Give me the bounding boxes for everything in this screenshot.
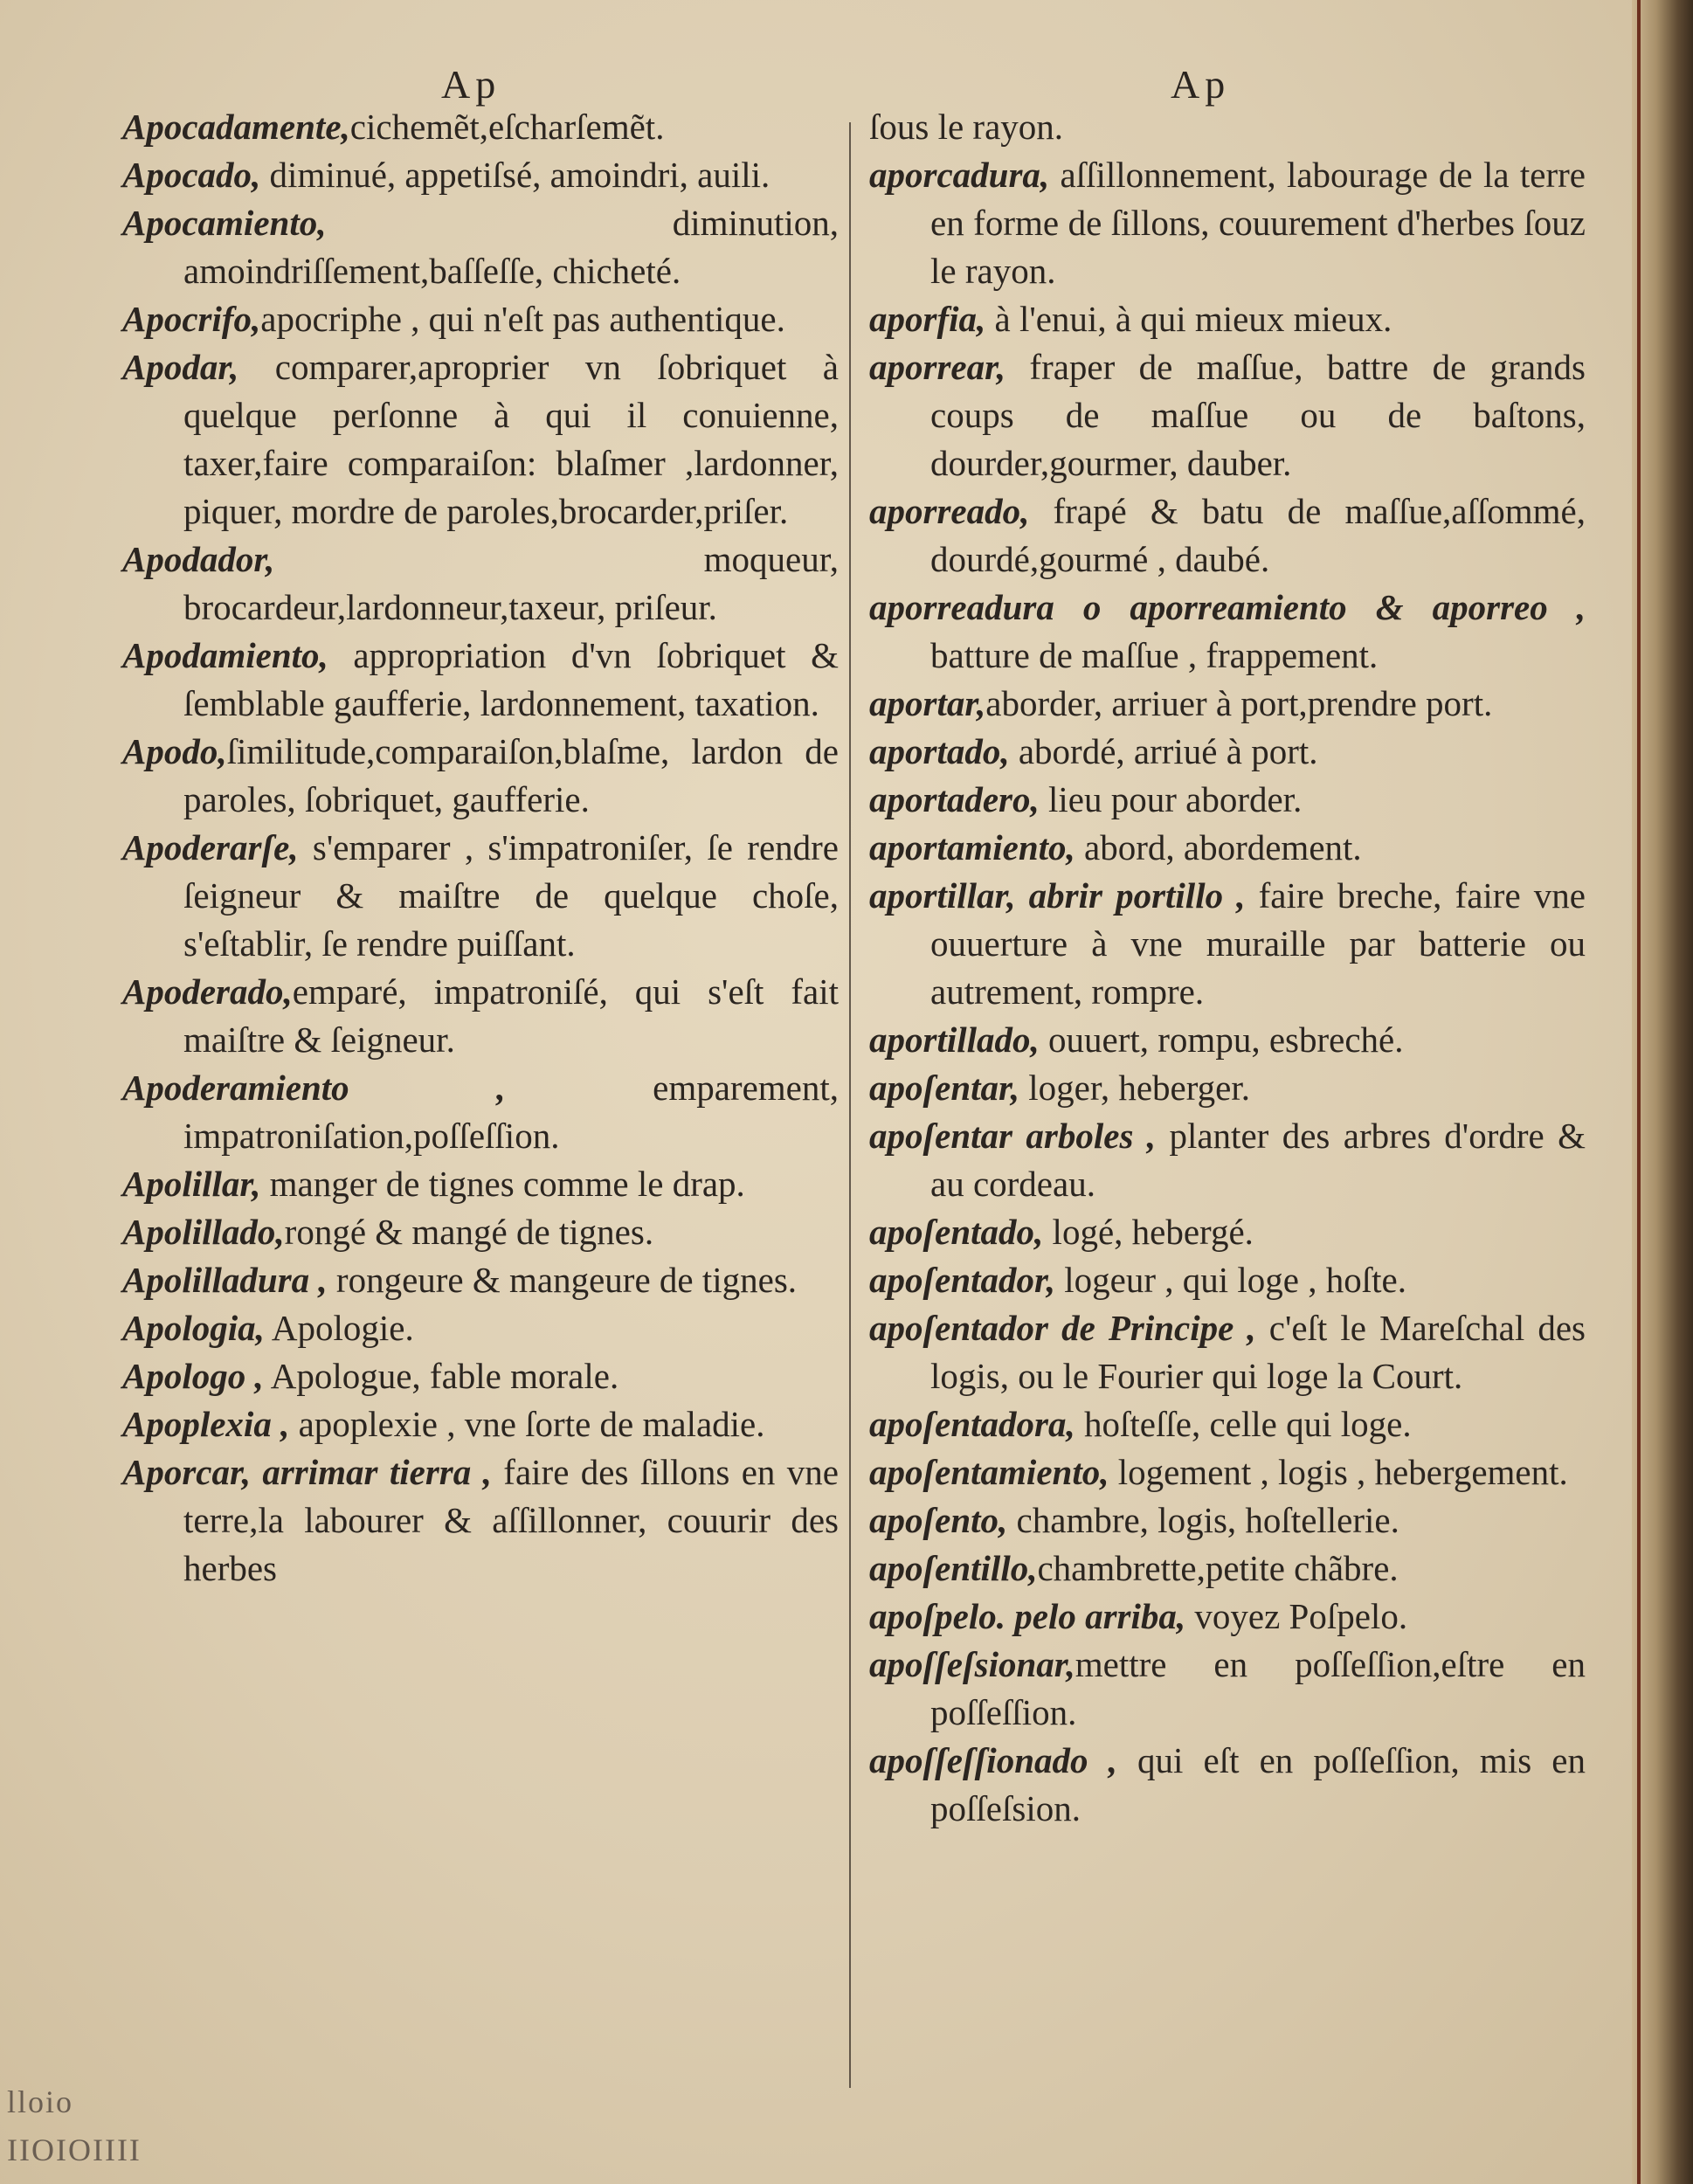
entry-definition: moqueur, brocardeur,lardonneur,taxeur, priſeur.	[183, 539, 839, 627]
entry-definition: apoplexie , vne ſorte de maladie.	[289, 1404, 765, 1444]
entry-definition: diminution, amoindriſſement,baſſeſſe, chicheté.	[183, 203, 839, 291]
dictionary-entry	[869, 1545, 1586, 1593]
entry-headword: Apocrifo,	[122, 299, 261, 339]
dictionary-entry	[869, 295, 1586, 343]
entry-headword: Apodo,	[122, 731, 227, 771]
entry-headword: apoſentador de Principe ,	[869, 1308, 1256, 1348]
entry-headword: apoſpelo. pelo arriba,	[869, 1596, 1186, 1636]
right-column	[869, 103, 1586, 1833]
dictionary-entry	[122, 199, 839, 295]
entry-headword: Apoderamiento ,	[122, 1068, 506, 1108]
book-gutter	[1632, 0, 1693, 2184]
entry-definition: c'eſt le Mareſchal des logis, ou le Fourier qui loge la Court.	[930, 1308, 1586, 1396]
entry-headword: aportar,	[869, 683, 986, 723]
margin-mark: lloio	[7, 2084, 74, 2119]
entry-headword: apoſentado,	[869, 1212, 1044, 1252]
entry-definition: batture de maſſue , frappement.	[930, 635, 1379, 675]
entry-headword: aportadero,	[869, 779, 1040, 819]
dictionary-entry	[122, 103, 839, 151]
dictionary-entry	[122, 1400, 839, 1448]
entry-headword: aporreado,	[869, 491, 1030, 531]
entry-headword: apoſentar arboles ,	[869, 1116, 1157, 1156]
entry-headword: apoſentamiento,	[869, 1452, 1109, 1492]
entry-headword: aporfia,	[869, 299, 986, 339]
dictionary-entry	[869, 151, 1586, 295]
dictionary-entry	[869, 1256, 1586, 1304]
entry-headword: Aporcar, arrimar tierra ,	[122, 1452, 492, 1492]
entry-definition: voyez Poſpelo.	[1185, 1596, 1408, 1636]
dictionary-entry	[869, 1496, 1586, 1545]
entry-headword: apoſentador,	[869, 1260, 1055, 1300]
dictionary-entry	[122, 632, 839, 728]
entry-headword: aporcadura,	[869, 155, 1050, 195]
entry-headword: Apodamiento,	[122, 635, 328, 675]
entry-headword: apoſentillo,	[869, 1548, 1038, 1588]
dictionary-entry	[869, 1641, 1586, 1737]
dictionary-entry	[869, 1400, 1586, 1448]
entry-definition: ouuert, rompu, esbreché.	[1039, 1019, 1404, 1060]
dictionary-entry	[122, 968, 839, 1064]
dictionary-entry	[869, 1593, 1586, 1641]
dictionary-entry	[122, 536, 839, 632]
dictionary-entry	[869, 824, 1586, 872]
entry-definition: chambre, logis, hoſtellerie.	[1007, 1500, 1399, 1540]
dictionary-entry	[122, 1208, 839, 1256]
entry-definition: mettre en poſſeſſion,eſtre en poſſeſſion.	[930, 1644, 1586, 1732]
entry-definition: manger de tignes comme le drap.	[260, 1164, 745, 1204]
entry-headword: Apolilladura ,	[122, 1260, 328, 1300]
entry-definition: aborder, arriuer à port,prendre port.	[985, 683, 1493, 723]
entry-definition: hoſteſſe, celle qui loge.	[1075, 1404, 1412, 1444]
entry-definition: Apologie.	[264, 1308, 414, 1348]
entry-definition: ſimilitude,comparaiſon,blaſme, lardon de paroles, ſobriquet, gaufferie.	[183, 731, 839, 819]
entry-headword: aporrear,	[869, 347, 1006, 387]
entry-headword: apoſſeſſionado ,	[869, 1740, 1117, 1780]
entry-definition: logement , logis , hebergement.	[1109, 1452, 1568, 1492]
dictionary-entry	[869, 487, 1586, 584]
dictionary-entry	[122, 1304, 839, 1352]
margin-mark: IIOIOIIII	[7, 2132, 142, 2167]
dictionary-entry	[122, 1448, 839, 1593]
entry-headword: Apologia,	[122, 1308, 265, 1348]
entry-headword: Apolillar,	[122, 1164, 261, 1204]
dictionary-entry	[122, 1352, 839, 1400]
entry-definition: appropriation d'vn ſobriquet & ſemblable gaufferie, lardonnement, taxation.	[183, 635, 839, 723]
entry-definition: fraper de maſſue, battre de grands coups de maſſue ou de baſtons, dourder,gourmer, dauber.	[930, 347, 1586, 483]
dictionary-entry	[122, 1064, 839, 1160]
entry-headword: aportamiento,	[869, 827, 1075, 867]
entry-definition: faire des ſillons en vne terre,la labourer & aſſillonner, couurir des herbes	[183, 1452, 840, 1588]
entry-headword: aportillado,	[869, 1019, 1040, 1060]
entry-headword: Apodar,	[122, 347, 239, 387]
left-column	[122, 103, 839, 1593]
entry-headword: Apoderado,	[122, 971, 293, 1012]
entry-headword: aportado,	[869, 731, 1010, 771]
entry-headword: Apocamiento,	[122, 203, 327, 243]
entry-definition: cichemẽt,eſcharſemẽt.	[349, 107, 665, 147]
dictionary-entry	[869, 680, 1586, 728]
dictionary-entry	[122, 1160, 839, 1208]
entry-definition: rongeure & mangeure de tignes.	[327, 1260, 798, 1300]
dictionary-entry	[869, 872, 1586, 1016]
entry-definition: frapé & batu de maſſue,aſſommé, dourdé,gourmé , daubé.	[930, 491, 1586, 579]
dictionary-entry	[869, 728, 1586, 776]
dictionary-entry	[869, 776, 1586, 824]
entry-headword: Apolillado,	[122, 1212, 285, 1252]
entry-definition: à l'enui, à qui mieux mieux.	[985, 299, 1392, 339]
dictionary-entry	[122, 824, 839, 968]
entry-headword: apoſento,	[869, 1500, 1008, 1540]
entry-definition: planter des arbres d'ordre & au cordeau.	[930, 1116, 1586, 1204]
entry-headword: apoſſeſsionar,	[869, 1644, 1075, 1684]
dictionary-entry	[869, 103, 1586, 151]
entry-definition: abord, abordement.	[1075, 827, 1362, 867]
dictionary-entry	[869, 1112, 1586, 1208]
entry-definition: diminué, appetiſsé, amoindri, auili.	[260, 155, 770, 195]
dictionary-entry	[869, 1737, 1586, 1833]
entry-definition: loger, heberger.	[1019, 1068, 1250, 1108]
dictionary-entry	[122, 343, 839, 536]
entry-headword: apoſentadora,	[869, 1404, 1075, 1444]
entry-definition: ſous le rayon.	[869, 107, 1064, 147]
left-running-head: Ap	[441, 62, 501, 107]
dictionary-entry	[122, 728, 839, 824]
entry-headword: Apoderarſe,	[122, 827, 299, 867]
dictionary-entry	[122, 295, 839, 343]
entry-headword: Apocado,	[122, 155, 261, 195]
entry-definition: s'emparer , s'impatroniſer, ſe rendre ſeigneur & maiſtre de quelque choſe, s'eſtablir, ſe rendre puiſſant.	[183, 827, 839, 964]
entry-definition: faire breche, faire vne ouuerture à vne muraille par batterie ou autrement, rompre.	[930, 875, 1586, 1012]
entry-headword: aporreadura o aporreamiento & aporreo ,	[869, 587, 1586, 627]
entry-definition: qui eſt en poſſeſſion, mis en poſſeſsion.	[930, 1740, 1586, 1828]
entry-headword: Apoplexia ,	[122, 1404, 290, 1444]
entry-definition: emparement, impatroniſation,poſſeſſion.	[183, 1068, 839, 1156]
dictionary-entry	[869, 343, 1586, 487]
column-divider	[849, 122, 851, 2088]
entry-definition: abordé, arriué à port.	[1009, 731, 1318, 771]
dictionary-entry	[869, 1064, 1586, 1112]
dictionary-entry	[122, 1256, 839, 1304]
entry-definition: Apologue, fable morale.	[263, 1356, 619, 1396]
entry-definition: emparé, impatroniſé, qui s'eſt fait maiſtre & ſeigneur.	[183, 971, 839, 1060]
entry-definition: logé, hebergé.	[1043, 1212, 1254, 1252]
entry-definition: chambrette,petite chãbre.	[1037, 1548, 1399, 1588]
gutter-binding-line	[1637, 0, 1641, 2184]
dictionary-entry	[122, 151, 839, 199]
entry-headword: aportillar, abrir portillo ,	[869, 875, 1246, 916]
entry-headword: Apocadamente,	[122, 107, 350, 147]
dictionary-entry	[869, 584, 1586, 680]
right-running-head: Ap	[1171, 62, 1231, 107]
dictionary-entry	[869, 1016, 1586, 1064]
entry-definition: comparer,aproprier vn ſobriquet à quelque perſonne à qui il conuienne, taxer,faire comparaiſon: blaſmer ,lardonner, piquer, mordre de paroles,brocarder,priſer.	[183, 347, 839, 531]
dictionary-entry	[869, 1208, 1586, 1256]
entry-definition: logeur , qui loge , hoſte.	[1055, 1260, 1406, 1300]
dictionary-entry	[869, 1448, 1586, 1496]
entry-definition: apocriphe , qui n'eſt pas authentique.	[260, 299, 785, 339]
entry-definition: rongé & mangé de tignes.	[284, 1212, 654, 1252]
entry-definition: lieu pour aborder.	[1039, 779, 1303, 819]
entry-headword: apoſentar,	[869, 1068, 1019, 1108]
entry-definition: aſſillonnement, labourage de la terre en forme de ſillons, couurement d'herbes ſouz le rayon.	[930, 155, 1586, 291]
entry-headword: Apodador,	[122, 539, 275, 579]
dictionary-entry	[869, 1304, 1586, 1400]
entry-headword: Apologo ,	[122, 1356, 264, 1396]
